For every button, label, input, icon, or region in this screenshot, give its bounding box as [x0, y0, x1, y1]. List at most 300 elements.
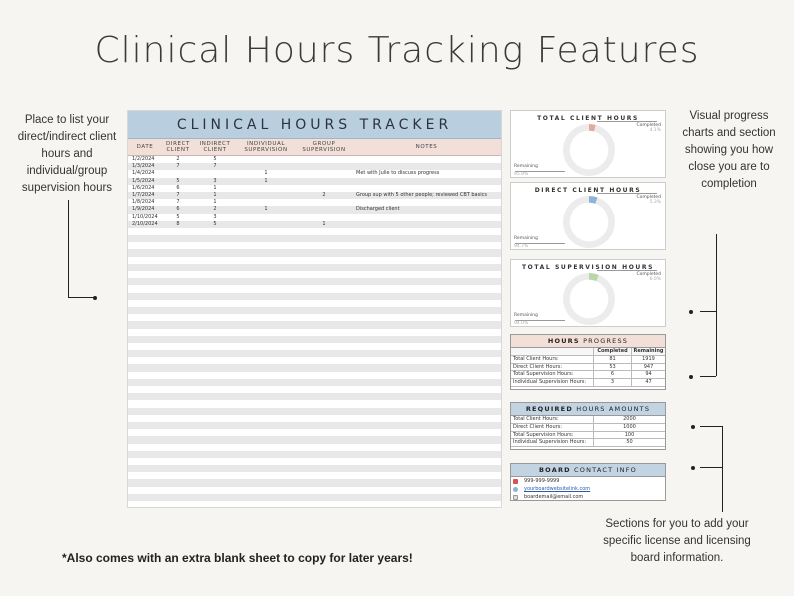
table-cell[interactable] [194, 257, 236, 264]
table-cell[interactable] [296, 372, 352, 379]
table-cell[interactable] [296, 458, 352, 465]
table-cell[interactable] [236, 429, 296, 436]
column-direct-client[interactable]: DIRECT CLIENT [166, 141, 190, 153]
table-cell[interactable] [296, 257, 352, 264]
table-cell[interactable]: 2 [213, 206, 217, 213]
table-cell[interactable] [296, 156, 352, 163]
table-cell[interactable]: 5 [213, 220, 217, 227]
table-cell[interactable] [194, 487, 236, 494]
table-row[interactable] [128, 314, 501, 321]
table-cell[interactable] [352, 178, 501, 185]
table-row[interactable] [128, 321, 501, 328]
table-cell[interactable] [352, 185, 501, 192]
column-notes[interactable]: NOTES [415, 144, 438, 150]
table-cell[interactable] [236, 336, 296, 343]
table-row[interactable] [128, 336, 501, 343]
table-cell[interactable]: 1/2/2024 [132, 156, 155, 162]
table-cell[interactable] [236, 257, 296, 264]
table-cell[interactable] [128, 293, 162, 300]
table-cell[interactable] [194, 336, 236, 343]
column-group-supervision[interactable]: GROUP SUPERVISION [302, 141, 346, 153]
table-row[interactable] [128, 372, 501, 379]
table-cell[interactable] [128, 408, 162, 415]
table-cell[interactable] [236, 214, 296, 221]
table-cell[interactable] [236, 386, 296, 393]
table-row[interactable] [128, 206, 501, 213]
table-cell[interactable] [352, 228, 501, 235]
table-row[interactable] [128, 293, 501, 300]
table-cell[interactable] [236, 156, 296, 163]
table-row[interactable] [128, 178, 501, 185]
table-cell[interactable] [236, 350, 296, 357]
table-cell[interactable] [236, 487, 296, 494]
table-cell[interactable] [352, 408, 501, 415]
table-row[interactable] [128, 271, 501, 278]
table-cell[interactable] [162, 472, 194, 479]
table-cell[interactable] [296, 415, 352, 422]
table-cell[interactable] [296, 465, 352, 472]
table-cell[interactable] [128, 321, 162, 328]
table-cell[interactable] [194, 422, 236, 429]
table-cell[interactable] [236, 472, 296, 479]
table-cell[interactable] [194, 479, 236, 486]
table-cell[interactable] [296, 307, 352, 314]
table-cell[interactable] [128, 357, 162, 364]
table-cell[interactable] [162, 494, 194, 501]
table-row[interactable] [128, 257, 501, 264]
table-cell[interactable] [128, 451, 162, 458]
table-cell[interactable] [162, 465, 194, 472]
table-cell[interactable] [296, 314, 352, 321]
table-row[interactable] [128, 393, 501, 400]
table-cell[interactable] [352, 221, 501, 228]
table-row[interactable] [128, 221, 501, 228]
table-cell[interactable] [236, 422, 296, 429]
table-cell[interactable] [352, 199, 501, 206]
table-cell[interactable] [352, 285, 501, 292]
table-cell[interactable] [162, 170, 194, 177]
table-cell[interactable] [352, 314, 501, 321]
table-row[interactable] [128, 364, 501, 371]
table-cell[interactable] [128, 264, 162, 271]
table-cell[interactable] [128, 228, 162, 235]
table-cell[interactable] [296, 199, 352, 206]
table-cell[interactable] [236, 314, 296, 321]
table-cell[interactable] [296, 321, 352, 328]
table-cell[interactable] [162, 314, 194, 321]
table-cell[interactable] [162, 386, 194, 393]
table-cell[interactable] [236, 400, 296, 407]
table-cell[interactable] [236, 221, 296, 228]
table-cell[interactable] [236, 249, 296, 256]
table-cell[interactable] [194, 293, 236, 300]
table-row[interactable] [128, 494, 501, 501]
table-cell[interactable] [194, 170, 236, 177]
table-cell[interactable] [352, 444, 501, 451]
table-row[interactable] [128, 228, 501, 235]
table-cell[interactable] [194, 271, 236, 278]
table-cell[interactable] [194, 465, 236, 472]
table-row[interactable] [128, 185, 501, 192]
table-cell[interactable]: 8 [176, 220, 180, 227]
table-cell[interactable] [128, 472, 162, 479]
table-cell[interactable]: 1/9/2024 [132, 206, 155, 213]
table-cell[interactable] [194, 314, 236, 321]
table-cell[interactable] [296, 185, 352, 192]
table-cell[interactable] [128, 242, 162, 249]
table-cell[interactable] [236, 372, 296, 379]
table-cell[interactable] [128, 271, 162, 278]
table-cell[interactable] [352, 400, 501, 407]
table-cell[interactable] [236, 494, 296, 501]
table-row[interactable] [128, 192, 501, 199]
table-cell[interactable] [296, 163, 352, 170]
table-cell[interactable] [296, 429, 352, 436]
table-cell[interactable] [128, 436, 162, 443]
table-cell[interactable] [236, 444, 296, 451]
table-cell[interactable] [236, 300, 296, 307]
board-email[interactable]: boardemail@email.com [524, 494, 584, 500]
table-cell[interactable] [162, 300, 194, 307]
table-cell[interactable] [194, 278, 236, 285]
table-cell[interactable]: 7 [176, 191, 180, 198]
table-cell[interactable] [236, 235, 296, 242]
table-cell[interactable] [236, 465, 296, 472]
table-cell[interactable] [128, 479, 162, 486]
table-cell[interactable] [194, 400, 236, 407]
table-cell[interactable] [236, 271, 296, 278]
table-cell[interactable] [162, 429, 194, 436]
table-cell[interactable] [194, 372, 236, 379]
table-row[interactable] [128, 350, 501, 357]
table-cell[interactable] [236, 458, 296, 465]
table-cell[interactable] [352, 487, 501, 494]
table-cell[interactable] [296, 386, 352, 393]
table-cell[interactable] [236, 192, 296, 199]
table-cell[interactable] [352, 329, 501, 336]
table-cell[interactable] [296, 436, 352, 443]
table-row[interactable] [128, 156, 501, 163]
table-cell[interactable] [236, 343, 296, 350]
table-cell[interactable]: 2 [176, 156, 180, 162]
table-row[interactable] [128, 472, 501, 479]
table-cell[interactable] [162, 393, 194, 400]
required-value[interactable]: 1000 [593, 424, 665, 431]
table-cell[interactable] [128, 429, 162, 436]
table-cell[interactable] [194, 458, 236, 465]
table-cell[interactable] [128, 249, 162, 256]
table-cell[interactable] [162, 436, 194, 443]
table-cell[interactable] [236, 307, 296, 314]
table-cell[interactable] [236, 329, 296, 336]
table-cell[interactable] [194, 386, 236, 393]
table-cell[interactable] [162, 235, 194, 242]
table-cell[interactable] [236, 451, 296, 458]
table-row[interactable] [128, 386, 501, 393]
table-cell[interactable]: 1 [322, 220, 326, 227]
table-cell[interactable]: 3 [213, 213, 217, 220]
table-cell[interactable] [296, 479, 352, 486]
table-cell[interactable] [352, 372, 501, 379]
table-cell[interactable] [236, 163, 296, 170]
table-cell[interactable] [128, 364, 162, 371]
table-cell[interactable]: 1/4/2024 [132, 170, 155, 177]
table-cell[interactable] [128, 386, 162, 393]
table-cell[interactable] [194, 329, 236, 336]
table-row[interactable] [128, 379, 501, 386]
table-cell[interactable]: 5 [176, 177, 180, 184]
table-cell[interactable] [128, 300, 162, 307]
table-cell[interactable] [162, 285, 194, 292]
board-phone[interactable]: 999-999-9999 [524, 478, 560, 484]
table-cell[interactable]: 3 [213, 177, 217, 184]
table-cell[interactable] [236, 436, 296, 443]
table-cell[interactable] [162, 379, 194, 386]
table-cell[interactable] [296, 357, 352, 364]
table-row[interactable] [128, 400, 501, 407]
table-cell[interactable]: 7 [176, 199, 180, 206]
table-cell[interactable] [162, 343, 194, 350]
table-cell[interactable] [296, 293, 352, 300]
table-cell[interactable]: 7 [176, 163, 180, 170]
table-cell[interactable] [236, 278, 296, 285]
table-cell[interactable] [296, 364, 352, 371]
table-cell[interactable] [352, 415, 501, 422]
table-cell[interactable] [296, 178, 352, 185]
table-cell[interactable]: 1 [213, 199, 217, 206]
table-row[interactable] [128, 214, 501, 221]
column-individual-supervision[interactable]: INDIVIDUAL SUPERVISION [244, 141, 288, 153]
table-cell[interactable] [296, 451, 352, 458]
table-cell[interactable] [296, 300, 352, 307]
table-row[interactable] [128, 307, 501, 314]
table-cell[interactable]: 6 [176, 206, 180, 213]
table-cell[interactable] [236, 199, 296, 206]
table-cell[interactable]: 5 [213, 156, 217, 162]
table-cell[interactable] [162, 364, 194, 371]
table-cell[interactable] [128, 494, 162, 501]
table-cell[interactable] [194, 321, 236, 328]
table-cell[interactable] [236, 479, 296, 486]
table-cell[interactable] [352, 343, 501, 350]
column-indirect-client[interactable]: INDIRECT CLIENT [199, 141, 231, 153]
table-cell[interactable] [352, 472, 501, 479]
table-cell[interactable] [128, 336, 162, 343]
table-cell[interactable] [128, 415, 162, 422]
table-row[interactable] [128, 242, 501, 249]
table-cell[interactable] [194, 451, 236, 458]
table-cell[interactable] [128, 350, 162, 357]
table-cell[interactable]: Group sup with 5 other people; reviewed CBT basics [356, 191, 487, 198]
table-cell[interactable] [162, 458, 194, 465]
table-cell[interactable] [236, 264, 296, 271]
table-row[interactable] [128, 408, 501, 415]
column-date[interactable]: DATE [136, 144, 154, 150]
table-row[interactable] [128, 170, 501, 177]
table-row[interactable] [128, 300, 501, 307]
table-cell[interactable] [352, 300, 501, 307]
table-cell[interactable] [296, 408, 352, 415]
table-row[interactable] [128, 487, 501, 494]
table-cell[interactable] [162, 242, 194, 249]
table-cell[interactable] [162, 257, 194, 264]
table-cell[interactable] [352, 214, 501, 221]
table-cell[interactable] [162, 271, 194, 278]
table-cell[interactable]: 2 [322, 191, 326, 198]
table-cell[interactable] [352, 235, 501, 242]
table-cell[interactable] [352, 479, 501, 486]
table-cell[interactable] [296, 264, 352, 271]
table-cell[interactable] [162, 479, 194, 486]
table-cell[interactable] [296, 249, 352, 256]
table-row[interactable] [128, 479, 501, 486]
table-cell[interactable] [162, 321, 194, 328]
table-row[interactable] [128, 329, 501, 336]
table-cell[interactable]: 2/10/2024 [132, 220, 158, 227]
table-cell[interactable]: 1 [213, 184, 217, 191]
table-cell[interactable] [194, 350, 236, 357]
table-cell[interactable] [352, 321, 501, 328]
table-cell[interactable] [128, 372, 162, 379]
table-cell[interactable] [352, 422, 501, 429]
table-cell[interactable]: Met with Julie to discuss progress [356, 170, 440, 177]
table-cell[interactable]: 1 [264, 170, 268, 177]
table-cell[interactable] [352, 393, 501, 400]
table-cell[interactable] [194, 285, 236, 292]
table-cell[interactable] [194, 343, 236, 350]
table-cell[interactable]: 1/6/2024 [132, 184, 155, 191]
table-cell[interactable]: 1/5/2024 [132, 177, 155, 184]
table-cell[interactable] [162, 415, 194, 422]
table-cell[interactable] [352, 465, 501, 472]
table-cell[interactable] [162, 249, 194, 256]
table-cell[interactable] [352, 458, 501, 465]
table-cell[interactable] [236, 321, 296, 328]
table-cell[interactable] [194, 494, 236, 501]
table-cell[interactable] [194, 408, 236, 415]
table-cell[interactable] [296, 350, 352, 357]
table-cell[interactable] [128, 422, 162, 429]
table-cell[interactable]: 1 [264, 177, 268, 184]
table-cell[interactable] [194, 228, 236, 235]
table-cell[interactable] [352, 494, 501, 501]
table-cell[interactable] [236, 293, 296, 300]
table-cell[interactable] [296, 285, 352, 292]
table-cell[interactable] [162, 357, 194, 364]
table-cell[interactable]: Discharged client [356, 206, 400, 213]
table-cell[interactable] [162, 278, 194, 285]
table-cell[interactable] [352, 264, 501, 271]
table-cell[interactable] [352, 379, 501, 386]
table-cell[interactable] [162, 444, 194, 451]
table-cell[interactable]: 1 [264, 206, 268, 213]
table-cell[interactable] [296, 444, 352, 451]
table-cell[interactable] [296, 228, 352, 235]
table-row[interactable] [128, 199, 501, 206]
table-row[interactable] [128, 465, 501, 472]
table-cell[interactable] [194, 307, 236, 314]
table-row[interactable] [128, 343, 501, 350]
table-cell[interactable] [162, 487, 194, 494]
table-cell[interactable] [194, 436, 236, 443]
table-cell[interactable] [128, 458, 162, 465]
table-row[interactable] [128, 278, 501, 285]
table-cell[interactable] [352, 429, 501, 436]
table-cell[interactable] [296, 271, 352, 278]
table-cell[interactable] [236, 357, 296, 364]
table-cell[interactable] [296, 235, 352, 242]
table-cell[interactable] [296, 393, 352, 400]
table-row[interactable] [128, 357, 501, 364]
table-cell[interactable] [296, 343, 352, 350]
table-cell[interactable] [128, 235, 162, 242]
table-row[interactable] [128, 249, 501, 256]
table-cell[interactable] [352, 336, 501, 343]
table-cell[interactable] [128, 278, 162, 285]
table-cell[interactable] [296, 206, 352, 213]
table-cell[interactable] [162, 400, 194, 407]
table-cell[interactable] [162, 228, 194, 235]
table-cell[interactable] [194, 429, 236, 436]
required-value[interactable]: 50 [593, 439, 665, 446]
table-cell[interactable] [194, 444, 236, 451]
table-cell[interactable] [194, 393, 236, 400]
table-cell[interactable] [162, 264, 194, 271]
table-cell[interactable] [128, 257, 162, 264]
table-row[interactable] [128, 436, 501, 443]
table-cell[interactable] [352, 156, 501, 163]
table-cell[interactable] [296, 494, 352, 501]
table-cell[interactable] [352, 386, 501, 393]
table-row[interactable] [128, 451, 501, 458]
table-row[interactable] [128, 285, 501, 292]
required-value[interactable]: 100 [593, 432, 665, 439]
table-cell[interactable] [128, 285, 162, 292]
table-cell[interactable] [162, 329, 194, 336]
table-cell[interactable] [194, 379, 236, 386]
table-cell[interactable] [194, 357, 236, 364]
table-cell[interactable] [194, 235, 236, 242]
table-cell[interactable] [352, 257, 501, 264]
table-cell[interactable] [236, 415, 296, 422]
table-cell[interactable] [296, 214, 352, 221]
table-cell[interactable] [236, 364, 296, 371]
table-row[interactable] [128, 264, 501, 271]
table-cell[interactable] [352, 249, 501, 256]
table-cell[interactable] [352, 307, 501, 314]
table-cell[interactable] [162, 422, 194, 429]
table-cell[interactable] [128, 465, 162, 472]
table-cell[interactable] [236, 228, 296, 235]
table-cell[interactable] [194, 364, 236, 371]
table-cell[interactable] [128, 307, 162, 314]
table-cell[interactable] [296, 242, 352, 249]
table-cell[interactable]: 1/7/2024 [132, 191, 155, 198]
table-row[interactable] [128, 444, 501, 451]
table-cell[interactable] [236, 185, 296, 192]
table-cell[interactable] [352, 278, 501, 285]
table-cell[interactable] [162, 372, 194, 379]
table-cell[interactable] [194, 242, 236, 249]
table-cell[interactable]: 7 [213, 163, 217, 170]
table-cell[interactable] [128, 343, 162, 350]
table-cell[interactable] [236, 408, 296, 415]
table-cell[interactable] [352, 357, 501, 364]
table-cell[interactable] [296, 170, 352, 177]
table-cell[interactable]: 1/8/2024 [132, 199, 155, 206]
table-cell[interactable]: 1/3/2024 [132, 163, 155, 170]
table-cell[interactable]: 1/10/2024 [132, 213, 158, 220]
